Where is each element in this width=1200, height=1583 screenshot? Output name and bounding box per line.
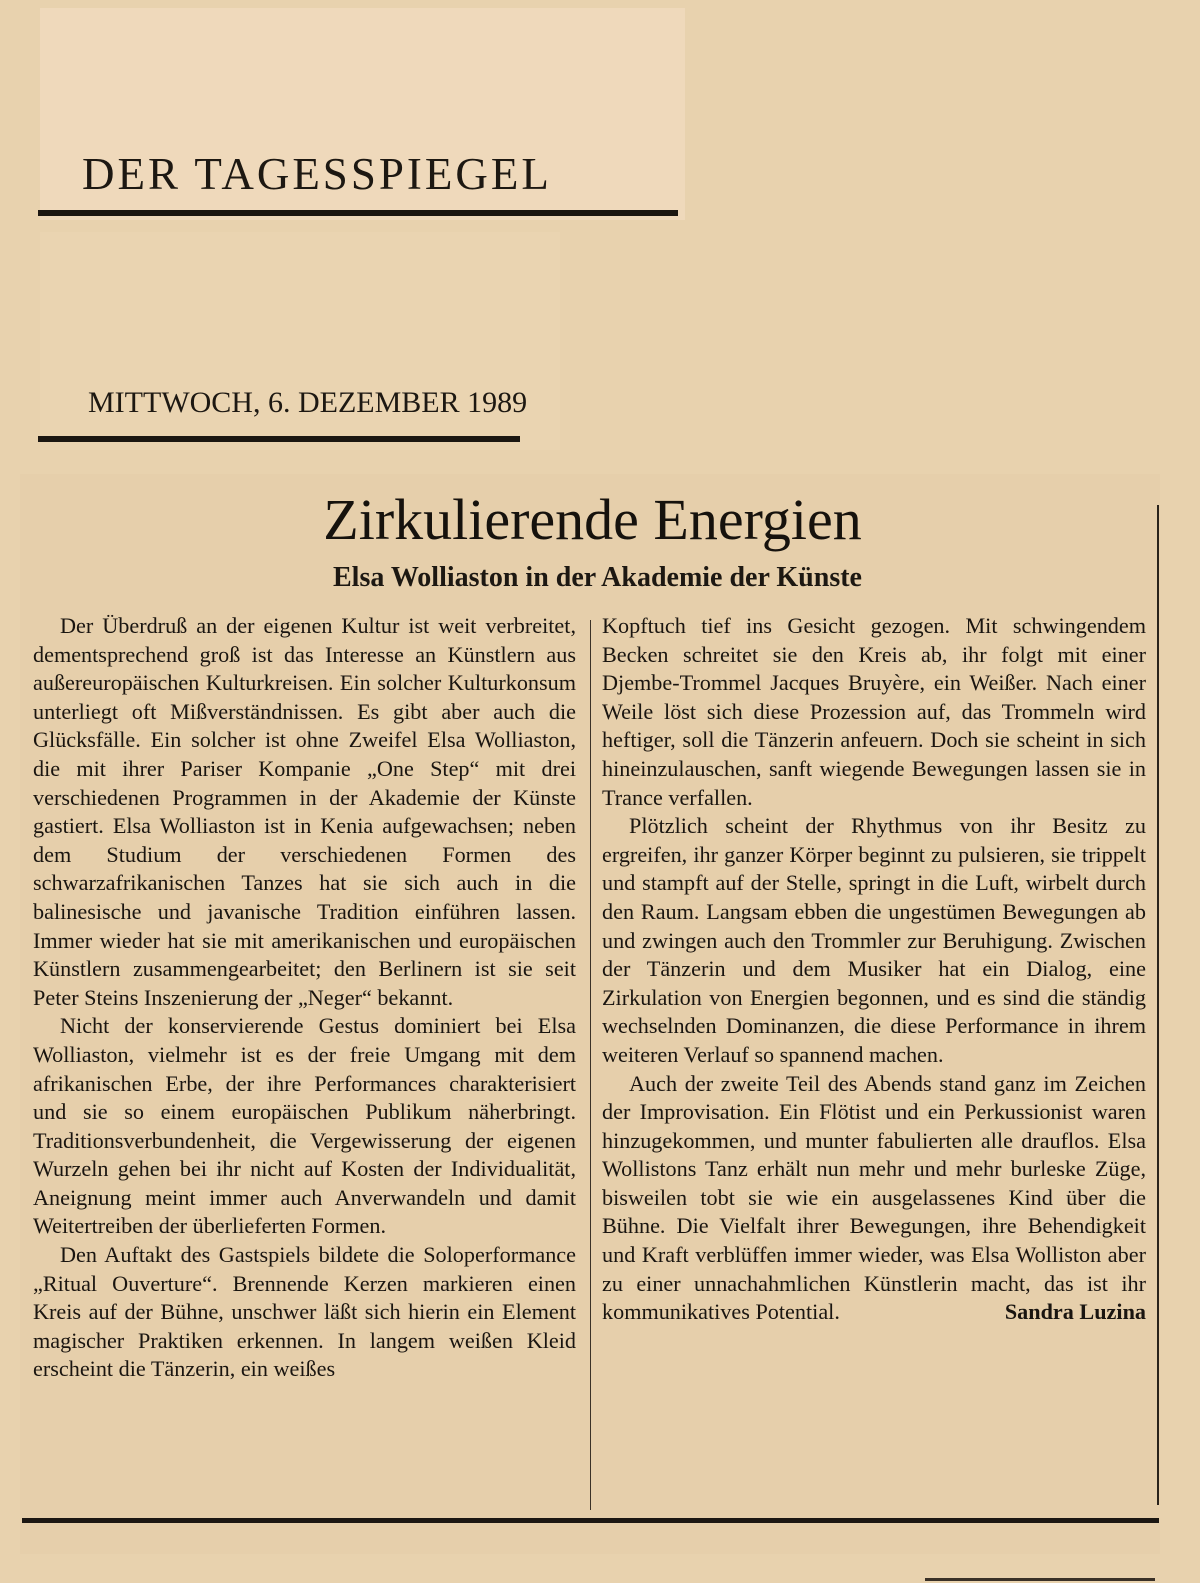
article-headline: Zirkulierende Energien [323, 487, 862, 552]
paragraph: Plötzlich scheint der Rhythmus von ihr Besitz zu ergreifen, ihr ganzer Körper beginnt zu pulsieren, sie trippelt und stampft auf der Stelle, springt in die Luft, wirbelt durch den Raum. Langsam ebben die ungestümen Bewegungen ab und zwingen auch den Trommler zur Beruhigung. Zwischen der Tänzerin und dem Musiker hat ein Dialog, eine Zirkulation von Energien begonnen, und es sind die ständig wechselnden Dominanzen, die diese Performance in ihrem weiteren Verlauf so spannend machen. [602, 813, 1146, 1067]
bottom-edge-rule [925, 1578, 1155, 1581]
article-bottom-rule [22, 1518, 1159, 1523]
masthead-rule [38, 210, 678, 216]
paragraph: Der Überdruß an der eigenen Kultur ist weit verbreitet, dementsprechend groß ist das Interesse an Künstlern aus außereuropäischen Kulturkreisen. Ein solcher Kulturkonsum unterliegt oft Mißverständnissen. Es gibt aber auch die Glücksfälle. Ein solcher ist ohne Zweifel Elsa Wolliaston, die mit ihrer Pariser Kompanie „One Step“ mit drei verschiedenen Programmen in der Akademie der Künste gastiert. Elsa Wolliaston ist in Kenia aufgewachsen; neben dem Studium der verschiedenen Formen des schwarzafrikanischen Tanzes hat sie sich auch in die balinesische und javanische Tradition einführen lassen. Immer wieder hat sie mit amerikanischen und europäischen Künstlern zusammengearbeitet; den Berlinern ist sie seit Peter Steins Inszenierung der „Neger“ bekannt. [33, 613, 576, 1010]
date-rule [38, 436, 520, 442]
paragraph-text: Auch der zweite Teil des Abends stand ganz im Zeichen der Improvisation. Ein Flötist und ein Perkussionist waren hinzugekommen, und munter fabulierten alle drauflos. Elsa Wollistons Tanz erhält nun mehr und mehr burleske Züge, bisweilen tobt sie wie ein ausgelassenes Kind über die Bühne. Die Vielfalt ihrer Bewegungen, ihre Behendigkeit und Kraft verblüffen immer wieder, was Elsa Wolliston aber zu einer unnachahmlichen Künstlerin macht, das ist ihr kommunikatives Potential. [602, 1070, 1146, 1325]
paragraph: Den Auftakt des Gastspiels bildete die Soloperformance „Ritual Ouverture“. Brennende Kerzen markieren einen Kreis auf der Bühne, unschwer läßt sich hierin ein Element magischer Praktiken erkennen. In langem weißen Kleid erscheint die Tänzerin, ein weißes [33, 1242, 576, 1382]
paragraph: Nicht der konservierende Gestus dominiert bei Elsa Wolliaston, vielmehr ist es der freie Umgang mit dem afrikanischen Erbe, der ihre Performances charakterisiert und sie so einem europäischen Publikum näherbringt. Traditionsverbundenheit, die Vergewisserung der eigenen Wurzeln gehen bei ihr nicht auf Kosten der Individualität, Aneignung meint immer auch Anverwandeln und damit Weitertreiben der überlieferten Formen. [33, 1013, 576, 1239]
author-byline: Sandra Luzina [1004, 1299, 1146, 1325]
newspaper-title: DER TAGESSPIEGEL [82, 149, 552, 199]
article-subheadline: Elsa Wolliaston in der Akademie der Künste [333, 562, 862, 593]
article-column-right [602, 612, 1146, 1512]
issue-date: MITTWOCH, 6. DEZEMBER 1989 [88, 386, 528, 419]
article-column-left [33, 612, 576, 1512]
column-divider [590, 620, 591, 1510]
article-edge-rule [1157, 505, 1159, 1505]
paragraph-last [602, 1070, 1146, 1327]
paragraph: Kopftuch tief ins Gesicht gezogen. Mit schwingendem Becken schreitet sie den Kreis ab, ihr folgt mit einer Djembe-Trommel Jacques Bruyère, ein Weißer. Nach einer Weile löst sich diese Prozession auf, das Trommeln wird heftiger, soll die Tänzerin anfeuern. Doch sie scheint in sich hineinzulauschen, sanft wiegende Bewegungen lassen sie in Trance verfallen. [602, 613, 1146, 810]
